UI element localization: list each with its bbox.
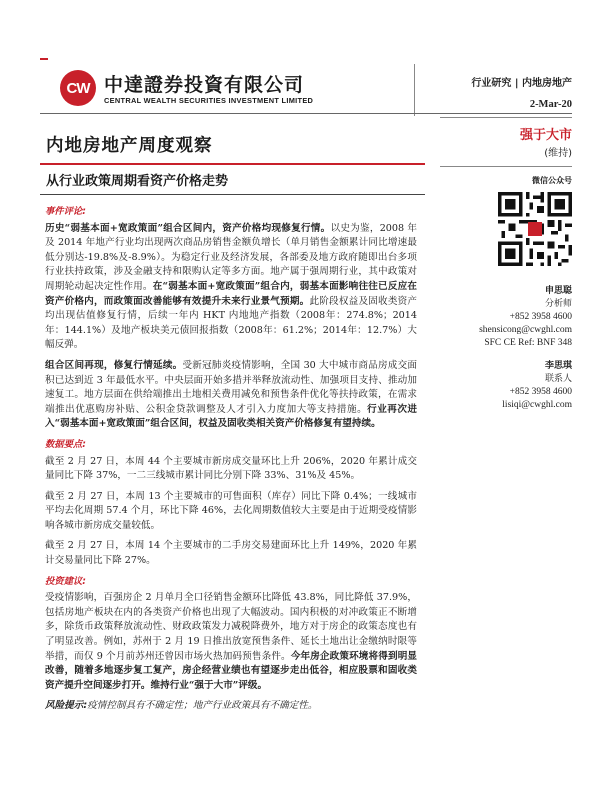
paragraph-data-1: 截至 2 月 27 日，本周 44 个主要城市新房成交量环比上升 206%，2020 年累计成交量同比下降 37%，一二三线城市累计同比分别下降 33%、31%及 45%。 — [45, 455, 417, 482]
paragraph-data-2: 截至 2 月 27 日，本周 13 个主要城市的可售面积（库存）同比下降 0.4%；一线城市平均去化周期 57.4 个月，环比下降 46%，去化周期数值较大主要是由于近期受疫情影响各城市新房成交量较低。 — [45, 490, 417, 531]
report-date: 2-Mar-20 — [529, 99, 572, 110]
report-subtitle: 从行业政策周期看资产价格走势 — [46, 174, 229, 189]
analyst-sfc-ref: SFC CE Ref: BNF 348 — [484, 338, 572, 348]
section-heading-invest: 投资建议: — [45, 575, 86, 587]
rating-status: (维持) — [544, 148, 572, 159]
paragraph-event-1 — [45, 222, 417, 353]
analyst-name: 申思聪 — [544, 286, 572, 296]
paragraph-invest — [45, 591, 417, 693]
body-text: 受新冠肺炎疫情影响，全国 30 大中城市商品房成交面积已达到近 3 年最低水平。中央层面开始多措并举释放流动性、加强项目支持、推动加速复工。地方层面在供给端推出土地相关费用减免和预售条件优化等扶持政策，在需求端推出优惠购房补贴、公积金贷款调整及人才引入力度加大等支持措施。 — [45, 359, 418, 415]
contact-phone: +852 3958 4600 — [509, 387, 572, 397]
header-divider — [40, 113, 572, 114]
analyst-card-2 — [440, 360, 572, 412]
paragraph-data-3: 截至 2 月 27 日，本周 14 个主要城市的二手房交易建面环比上升 149%，2020 年累计交易量同比下降 27%。 — [45, 540, 417, 567]
emphasis-text: 历史“弱基本面+宽政策面”组合区间内，资产价格均现修复行情。 — [45, 222, 331, 234]
emphasis-text: 今年房企政策环境将得到明显改善，随着多地逐步复工复产，房企经营业绩也有望逐步走出低谷，相应股票和固收类资产提升空间逐步打开。维持行业“强于大市”评级。 — [45, 650, 418, 691]
rating-label: 强于大市 — [519, 128, 572, 143]
risk-text: 疫情控制具有不确定性；地产行业政策具有不确定性。 — [87, 700, 318, 712]
risk-warning — [45, 699, 417, 714]
sidebar-divider — [440, 117, 572, 118]
top-accent-rule — [40, 58, 48, 60]
report-type: 行业研究 | 内地房地产 — [471, 78, 572, 89]
emphasis-text: 行业再次进入“弱基本面+宽政策面”组合区间，权益及固收类相关资产价格修复有望持续。 — [45, 403, 418, 430]
report-body — [45, 205, 417, 720]
emphasis-text: 在“弱基本面+宽政策面”组合内，弱基本面影响往往已反应在资产价格内，而政策面改善能够有效提升未来行业景气预期。 — [45, 280, 417, 307]
contact-role: 联系人 — [544, 374, 572, 384]
company-logo: CW — [60, 70, 96, 106]
body-text: 此阶段权益及固收类资产均出现估值修复行情，后续一年内 HKT 内地地产指数（2008年：274.8%；2014年：144.1%）及地产板块美元债回报指数（2008年：61.2%；2014年：12.7%）大幅反弹。 — [45, 295, 418, 351]
company-name-cn: 中達證券投資有限公司 — [104, 74, 305, 96]
risk-label: 风险提示: — [45, 700, 88, 712]
wechat-label: 微信公众号 — [532, 176, 572, 185]
section-heading-event: 事件评论: — [45, 206, 86, 217]
section-heading-data: 数据要点: — [45, 438, 86, 450]
body-text: 受疫情影响，百强房企 2 月单月全口径销售金额环比降低 43.8%，同比降低 37.9%，包括房地产板块在内的各类资产价格也出现了大幅波动。国内积极的对冲政策正不断增多，除货币政策释放流动性、财政政策发力减税降费外，地方对于房企的政策态度也有了明显改善。例如，苏州于 2 月 19 日推出放宽预售条件、延长土地出让金缴纳时限等举措，而仅 9 个月前苏州还曾因市场火热加码预售条件。 — [45, 592, 417, 662]
analyst-card-1 — [440, 285, 572, 350]
title-divider — [40, 163, 425, 165]
report-title: 内地房地产周度观察 — [46, 136, 213, 156]
paragraph-event-2 — [45, 359, 417, 432]
contact-name: 李思琪 — [544, 361, 572, 371]
subtitle-divider — [40, 194, 425, 195]
sidebar-divider — [440, 166, 572, 167]
qr-code-icon — [498, 192, 572, 266]
analyst-phone: +852 3958 4600 — [509, 312, 572, 322]
analyst-role: 分析师 — [544, 299, 572, 309]
analyst-email[interactable]: shensicong@cwghl.com — [479, 325, 572, 335]
emphasis-text: 组合区间再现，修复行情延续。 — [45, 359, 183, 371]
body-text: 以史为鉴，2008 年及 2014 年地产行业均出现两次商品房销售金额负增长（单月销售金额累计同比增速最低分别达-19.8%及-8.9%）。为稳定行业及经济发展，各部委及地方政府随即出台多项行业扶持政策，涉及金融支持和限购认定等多方面。地产属于强周期行业，其中政策对周期轮动起决定性作用。 — [45, 222, 418, 292]
contact-email[interactable]: lisiqi@cwghl.com — [502, 400, 572, 410]
company-name-en: CENTRAL WEALTH SECURITIES INVESTMENT LIMITED — [104, 96, 314, 105]
